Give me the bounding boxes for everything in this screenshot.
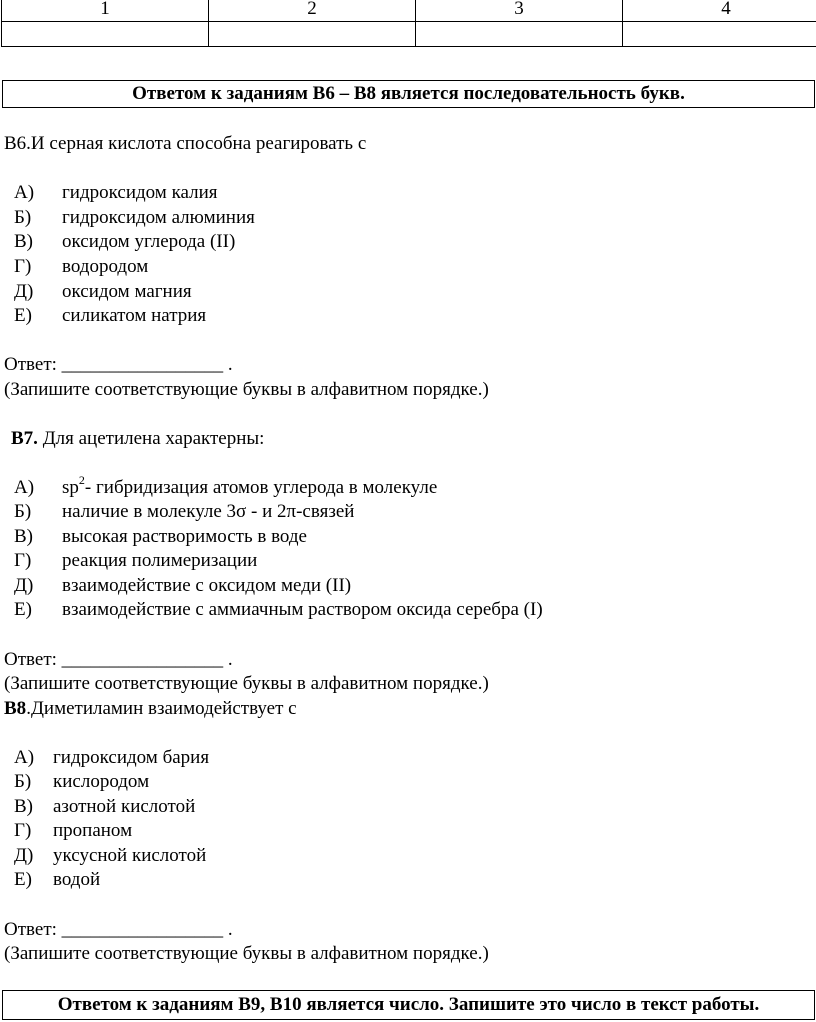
b7-option-text: реакция полимеризации bbox=[62, 550, 258, 571]
b6-option-text: водородом bbox=[62, 256, 149, 277]
b6-option-letter: Д) bbox=[14, 281, 34, 302]
b8-question: .Диметиламин взаимодействует с bbox=[26, 698, 297, 719]
b6-option-letter: А) bbox=[14, 182, 35, 203]
header-notice: Ответом к заданиям В6 – В8 является последовательность букв. bbox=[2, 80, 815, 108]
answer-table-answer-row bbox=[2, 22, 816, 47]
b7-option-letter: Е) bbox=[14, 599, 32, 620]
footer-notice: Ответом к заданиям В9, В10 является число. Запишите это число в текст работы. bbox=[2, 990, 815, 1020]
b6-option-letter: Б) bbox=[14, 207, 32, 228]
b7-option-text: наличие в молекуле 3σ - и 2π-связей bbox=[62, 501, 355, 522]
b7-option-a-prefix: sp bbox=[62, 477, 79, 498]
b7-option-letter: Б) bbox=[14, 501, 32, 522]
b8-option-letter: Е) bbox=[14, 869, 32, 890]
b8-option-letter: Б) bbox=[14, 771, 32, 792]
b7-option-text bbox=[62, 472, 438, 500]
answer-table-header-cell: 4 bbox=[623, 0, 816, 22]
b7-option-a-sup: 2 bbox=[78, 472, 85, 487]
b6-option-letter: В) bbox=[14, 231, 33, 252]
b8-option-text: азотной кислотой bbox=[53, 796, 196, 817]
answer-table bbox=[1, 0, 816, 47]
b8-option-letter: А) bbox=[14, 747, 35, 768]
b8-option-letter: Д) bbox=[14, 845, 34, 866]
b6-option-letter: Е) bbox=[14, 305, 32, 326]
b7-option-letter: В) bbox=[14, 526, 33, 547]
b7-option-letter: Г) bbox=[14, 550, 32, 571]
answer-table-header-cell: 3 bbox=[416, 0, 623, 22]
b8-option-text: пропаном bbox=[53, 820, 133, 841]
b7-option-letter: Д) bbox=[14, 575, 34, 596]
b7-option-text: взаимодействие с оксидом меди (II) bbox=[62, 575, 352, 596]
answer-table-answer-cell[interactable] bbox=[2, 22, 209, 47]
b6-option-text: гидроксидом калия bbox=[62, 182, 218, 203]
b6-instruction: (Запишите соответствующие буквы в алфавитном порядке.) bbox=[4, 379, 489, 400]
b7-answer-line[interactable]: Ответ: _________________ . bbox=[4, 649, 233, 670]
b6-option-text: оксидом углерода (II) bbox=[62, 231, 236, 252]
b8-option-text: уксусной кислотой bbox=[53, 845, 207, 866]
b8-option-text: кислородом bbox=[53, 771, 150, 792]
b6-option-text: оксидом магния bbox=[62, 281, 192, 302]
answer-table-header-cell: 2 bbox=[209, 0, 416, 22]
b7-instruction: (Запишите соответствующие буквы в алфавитном порядке.) bbox=[4, 673, 489, 694]
b8-answer-line[interactable]: Ответ: _________________ . bbox=[4, 919, 233, 940]
b7-label: В7. bbox=[11, 428, 38, 449]
b6-question: В6.И серная кислота способна реагировать с bbox=[4, 133, 367, 154]
b8-option-letter: Г) bbox=[14, 820, 32, 841]
b7-option-text: взаимодействие с аммиачным раствором оксида серебра (I) bbox=[62, 599, 543, 620]
b6-option-text: гидроксидом алюминия bbox=[62, 207, 255, 228]
b6-answer-line[interactable]: Ответ: _________________ . bbox=[4, 354, 233, 375]
answer-table-header-row bbox=[2, 0, 816, 22]
b7-option-letter: А) bbox=[14, 477, 35, 498]
b7-option-a-rest: - гибридизация атомов углерода в молекуле bbox=[84, 477, 438, 498]
b8-option-letter: В) bbox=[14, 796, 33, 817]
b8-option-text: гидроксидом бария bbox=[53, 747, 210, 768]
b8-instruction: (Запишите соответствующие буквы в алфавитном порядке.) bbox=[4, 943, 489, 964]
b7-option-text: высокая растворимость в воде bbox=[62, 526, 307, 547]
answer-table-answer-cell[interactable] bbox=[623, 22, 816, 47]
b8-label: В8 bbox=[4, 698, 27, 719]
b6-option-letter: Г) bbox=[14, 256, 32, 277]
b8-option-text: водой bbox=[53, 869, 101, 890]
b8-question-line bbox=[4, 697, 297, 721]
b7-question: Для ацетилена характерны: bbox=[37, 428, 265, 449]
b7-question-line bbox=[11, 427, 264, 451]
answer-table-answer-cell[interactable] bbox=[209, 22, 416, 47]
answer-table-header-cell: 1 bbox=[2, 0, 209, 22]
b6-option-text: силикатом натрия bbox=[62, 305, 207, 326]
answer-table-answer-cell[interactable] bbox=[416, 22, 623, 47]
